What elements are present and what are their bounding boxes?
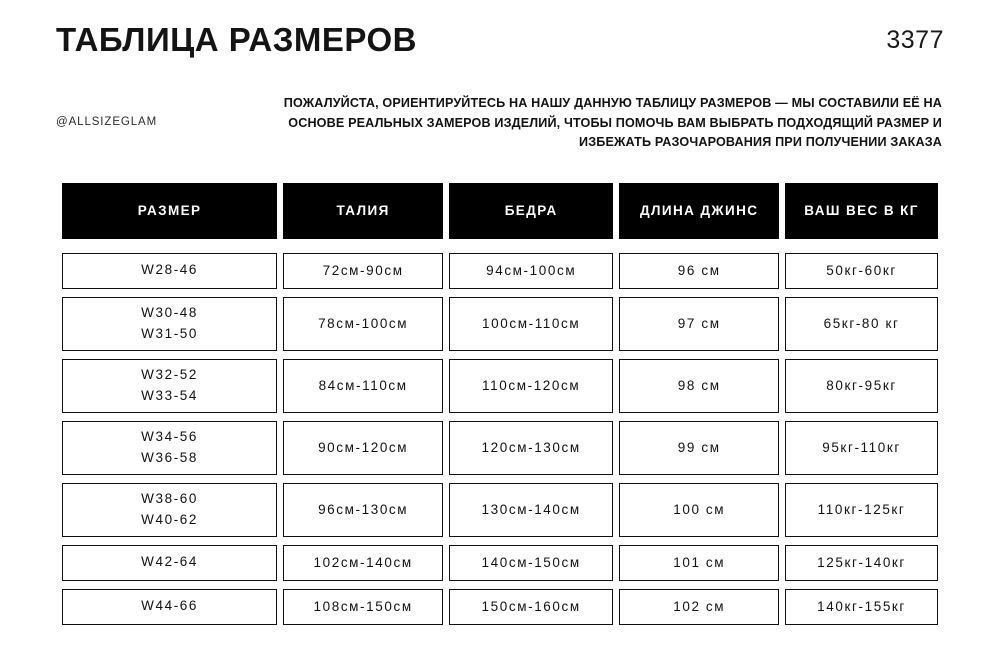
header bbox=[0, 0, 1000, 58]
cell-waist: 102см-140см bbox=[283, 545, 443, 581]
table-row-gap-cell bbox=[62, 289, 938, 297]
cell-hips: 110см-120см bbox=[449, 359, 613, 413]
size-table-wrapper bbox=[0, 153, 1000, 625]
cell-weight: 50кг-60кг bbox=[785, 253, 938, 289]
table-row-gap bbox=[62, 289, 938, 297]
cell-length: 100 см bbox=[619, 483, 779, 537]
cell-hips: 120см-130см bbox=[449, 421, 613, 475]
table-row bbox=[62, 545, 938, 581]
cell-size bbox=[62, 483, 277, 537]
cell-waist: 72см-90см bbox=[283, 253, 443, 289]
cell-length: 102 см bbox=[619, 589, 779, 625]
column-header-hips: БЕДРА bbox=[449, 183, 613, 239]
cell-weight: 110кг-125кг bbox=[785, 483, 938, 537]
cell-length: 101 см bbox=[619, 545, 779, 581]
size-table bbox=[56, 183, 944, 625]
cell-weight: 80кг-95кг bbox=[785, 359, 938, 413]
column-header-waist: ТАЛИЯ bbox=[283, 183, 443, 239]
cell-weight: 140кг-155кг bbox=[785, 589, 938, 625]
cell-length: 96 см bbox=[619, 253, 779, 289]
size-value: W31-50 bbox=[141, 325, 199, 341]
size-value: W28-46 bbox=[141, 262, 199, 278]
size-value: W34-56 bbox=[141, 428, 199, 444]
table-row bbox=[62, 359, 938, 413]
table-row-gap-cell bbox=[62, 413, 938, 421]
column-header-size: РАЗМЕР bbox=[62, 183, 277, 239]
table-row-gap bbox=[62, 475, 938, 483]
table-row bbox=[62, 297, 938, 351]
size-value: W44-66 bbox=[141, 598, 199, 614]
table-row bbox=[62, 483, 938, 537]
table-header bbox=[62, 183, 938, 239]
size-value: W38-60 bbox=[141, 490, 199, 506]
table-row-gap-cell bbox=[62, 537, 938, 545]
subtitle-row bbox=[0, 58, 1000, 153]
cell-waist: 90см-120см bbox=[283, 421, 443, 475]
page-title: ТАБЛИЦА РАЗМЕРОВ bbox=[56, 21, 417, 58]
cell-size bbox=[62, 589, 277, 625]
cell-size bbox=[62, 253, 277, 289]
brand-handle: @ALLSIZEGLAM bbox=[56, 116, 158, 129]
cell-hips: 94см-100см bbox=[449, 253, 613, 289]
cell-length: 97 см bbox=[619, 297, 779, 351]
column-header-length: ДЛИНА ДЖИНС bbox=[619, 183, 779, 239]
table-row-gap bbox=[62, 537, 938, 545]
cell-length: 99 см bbox=[619, 421, 779, 475]
document-number: 3377 bbox=[886, 26, 944, 54]
cell-hips: 130см-140см bbox=[449, 483, 613, 537]
cell-hips: 140см-150см bbox=[449, 545, 613, 581]
cell-waist: 84см-110см bbox=[283, 359, 443, 413]
cell-size bbox=[62, 421, 277, 475]
size-value: W36-58 bbox=[141, 449, 199, 465]
size-value: W30-48 bbox=[141, 304, 199, 320]
table-header-row bbox=[62, 183, 938, 239]
cell-length: 98 см bbox=[619, 359, 779, 413]
cell-waist: 78см-100см bbox=[283, 297, 443, 351]
table-row-gap-cell bbox=[62, 351, 938, 359]
cell-hips: 150см-160см bbox=[449, 589, 613, 625]
table-row bbox=[62, 421, 938, 475]
cell-waist: 96см-130см bbox=[283, 483, 443, 537]
size-value: W40-62 bbox=[141, 511, 199, 527]
size-value: W33-54 bbox=[141, 387, 199, 403]
table-spacer bbox=[62, 239, 938, 253]
disclaimer-text: ПОЖАЛУЙСТА, ОРИЕНТИРУЙТЕСЬ НА НАШУ ДАННУЮ ТАБЛИЦУ РАЗМЕРОВ — МЫ СОСТАВИЛИ ЕЁ НА ОСНОВЕ РЕАЛЬНЫХ ЗАМЕРОВ ИЗДЕЛИЙ, ЧТОБЫ ПОМОЧЬ ВАМ ВЫБРАТЬ ПОДХОДЯЩИЙ РАЗМЕР И ИЗБЕЖАТЬ РАЗОЧАРОВАНИЯ ПРИ ПОЛУЧЕНИИ ЗАКАЗА bbox=[283, 96, 942, 150]
table-row-gap bbox=[62, 413, 938, 421]
table-row-gap-cell bbox=[62, 581, 938, 589]
table-row-gap-cell bbox=[62, 475, 938, 483]
cell-size bbox=[62, 545, 277, 581]
cell-size bbox=[62, 297, 277, 351]
cell-waist: 108см-150см bbox=[283, 589, 443, 625]
cell-weight: 95кг-110кг bbox=[785, 421, 938, 475]
cell-weight: 125кг-140кг bbox=[785, 545, 938, 581]
cell-weight: 65кг-80 кг bbox=[785, 297, 938, 351]
table-body bbox=[62, 239, 938, 625]
table-row-gap bbox=[62, 351, 938, 359]
table-row bbox=[62, 253, 938, 289]
table-row-gap bbox=[62, 581, 938, 589]
cell-size bbox=[62, 359, 277, 413]
table-row bbox=[62, 589, 938, 625]
column-header-weight: ВАШ ВЕС В КГ bbox=[785, 183, 938, 239]
size-value: W42-64 bbox=[141, 554, 199, 570]
table-spacer-cell bbox=[62, 239, 938, 253]
cell-hips: 100см-110см bbox=[449, 297, 613, 351]
size-value: W32-52 bbox=[141, 366, 199, 382]
